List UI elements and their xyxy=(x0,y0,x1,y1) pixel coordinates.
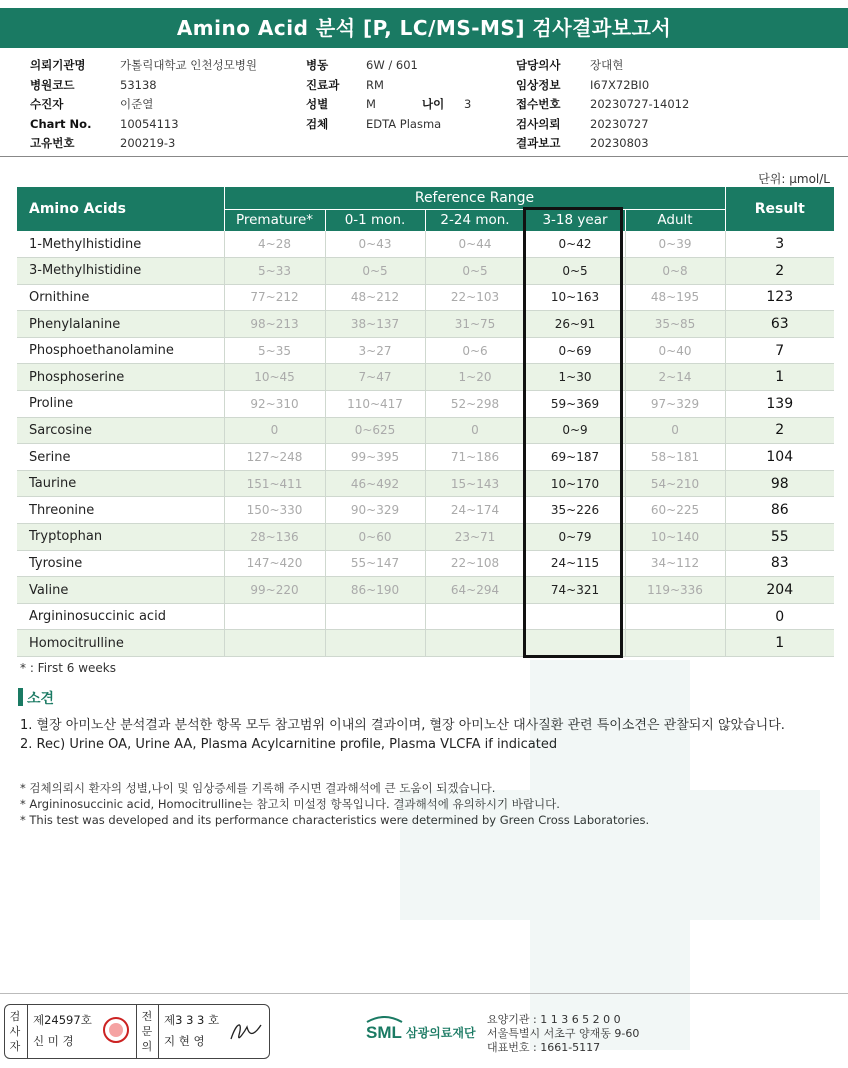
result-cell: 63 xyxy=(725,311,834,338)
header-adult: Adult xyxy=(625,209,725,231)
footnote: * : First 6 weeks xyxy=(20,661,116,675)
reference-range-cell: 34~112 xyxy=(625,550,725,577)
reference-range-cell: 99~395 xyxy=(325,444,425,471)
amino-acid-name: Threonine xyxy=(17,497,224,524)
signature-separator xyxy=(158,1005,159,1058)
reference-range-cell: 90~329 xyxy=(325,497,425,524)
reference-range-cell: 69~187 xyxy=(525,444,625,471)
reference-range-cell xyxy=(625,603,725,630)
sml-logo-text: SML xyxy=(366,1023,402,1042)
unit-label: 단위: µmol/L xyxy=(758,172,830,186)
lab-info-line: 서울특별시 서초구 양재동 9-60 xyxy=(487,1027,640,1040)
info-value: M xyxy=(366,97,376,111)
table-row xyxy=(17,284,834,311)
info-label: 접수번호 xyxy=(516,97,561,111)
info-label: 결과보고 xyxy=(516,136,561,150)
reference-range-cell: 4~28 xyxy=(224,231,325,258)
reference-range-cell: 2~14 xyxy=(625,364,725,391)
amino-acid-name: Ornithine xyxy=(17,284,224,311)
reference-range-cell: 46~492 xyxy=(325,470,425,497)
info-value: 20230727-14012 xyxy=(590,97,690,111)
reference-range-cell: 54~210 xyxy=(625,470,725,497)
info-column-3 xyxy=(516,56,689,154)
reference-range-cell: 58~181 xyxy=(625,444,725,471)
info-label: 병원코드 xyxy=(30,77,75,92)
table-row xyxy=(17,603,834,630)
info-label: Chart No. xyxy=(30,116,92,131)
info-label: 진료과 xyxy=(306,77,340,92)
note-line: * This test was developed and its performance characteristics were determined by Green Cross Laboratories. xyxy=(20,813,650,827)
reference-range-cell: 150~330 xyxy=(224,497,325,524)
reference-range-cell: 0~8 xyxy=(625,258,725,285)
reference-range-cell: 3~27 xyxy=(325,337,425,364)
table-row xyxy=(17,524,834,551)
signature-separator xyxy=(27,1005,28,1058)
reference-range-cell: 0~44 xyxy=(425,231,525,258)
table-row xyxy=(17,417,834,444)
opinion-line: 1. 혈장 아미노산 분석결과 분석한 항목 모두 참고범위 이내의 결과이며, 혈장 아미노산 대사질환 관련 특이소견은 관찰되지 않았습니다. xyxy=(20,718,785,733)
info-label: 임상정보 xyxy=(516,77,561,92)
reference-range-cell xyxy=(425,603,525,630)
table-row xyxy=(17,337,834,364)
info-column-2 xyxy=(306,56,471,134)
sml-logo-icon xyxy=(366,1016,404,1046)
reference-range-cell: 10~45 xyxy=(224,364,325,391)
reference-range-cell xyxy=(425,630,525,657)
reference-range-cell: 0~40 xyxy=(625,337,725,364)
opinion-title: 소견 xyxy=(27,691,55,707)
amino-acid-name: Tryptophan xyxy=(17,524,224,551)
lab-info xyxy=(487,1013,639,1055)
reference-range-cell: 15~143 xyxy=(425,470,525,497)
amino-acid-table xyxy=(17,187,834,657)
signature-scribble-icon xyxy=(227,1017,265,1047)
info-value: 53138 xyxy=(120,77,157,92)
lab-info-line: 대표번호 : 1661-5117 xyxy=(487,1041,601,1054)
reference-range-cell: 147~420 xyxy=(224,550,325,577)
header-0-1-mon: 0-1 mon. xyxy=(325,209,425,231)
result-cell: 104 xyxy=(725,444,834,471)
reference-range-cell: 0 xyxy=(425,417,525,444)
reference-range-cell: 99~220 xyxy=(224,577,325,604)
reference-range-cell: 22~103 xyxy=(425,284,525,311)
info-value: RM xyxy=(366,77,384,92)
lab-info-line: 요양기관 : 1 1 3 6 5 2 0 0 xyxy=(487,1013,621,1026)
tester-name: 신 미 경 xyxy=(33,1034,74,1048)
result-cell: 1 xyxy=(725,630,834,657)
info-value: 10054113 xyxy=(120,116,179,131)
reference-range-cell: 0~69 xyxy=(525,337,625,364)
notes xyxy=(20,780,649,828)
reference-range-cell: 0~43 xyxy=(325,231,425,258)
table-row xyxy=(17,364,834,391)
header-reference-range: Reference Range xyxy=(224,187,725,209)
reference-range-cell: 59~369 xyxy=(525,391,625,418)
reference-range-cell: 1~30 xyxy=(525,364,625,391)
opinion-line: 2. Rec) Urine OA, Urine AA, Plasma Acylcarnitine profile, Plasma VLCFA if indicated xyxy=(20,737,558,752)
reference-range-cell: 48~195 xyxy=(625,284,725,311)
reference-range-cell: 0~42 xyxy=(525,231,625,258)
reference-range-cell xyxy=(525,630,625,657)
reference-range-cell: 0 xyxy=(625,417,725,444)
reference-range-cell: 0~39 xyxy=(625,231,725,258)
reference-range-cell: 77~212 xyxy=(224,284,325,311)
info-value: I67X72BI0 xyxy=(590,77,650,92)
reference-range-cell: 0~79 xyxy=(525,524,625,551)
header-amino-acids: Amino Acids xyxy=(17,187,224,231)
reference-range-cell: 110~417 xyxy=(325,391,425,418)
reference-range-cell: 48~212 xyxy=(325,284,425,311)
info-label: 고유번호 xyxy=(30,136,75,150)
specialist-label: 전문의 xyxy=(141,1010,153,1053)
reference-range-cell: 35~85 xyxy=(625,311,725,338)
reference-range-cell: 0~9 xyxy=(525,417,625,444)
opinion-text xyxy=(20,716,785,754)
reference-range-cell: 26~91 xyxy=(525,311,625,338)
reference-range-cell: 127~248 xyxy=(224,444,325,471)
reference-range-cell: 35~226 xyxy=(525,497,625,524)
result-cell: 0 xyxy=(725,603,834,630)
result-cell: 7 xyxy=(725,337,834,364)
reference-range-cell: 52~298 xyxy=(425,391,525,418)
reference-range-cell: 0 xyxy=(224,417,325,444)
info-value: 장대현 xyxy=(590,58,624,72)
reference-range-cell xyxy=(224,603,325,630)
reference-range-cell: 38~137 xyxy=(325,311,425,338)
report-title: Amino Acid 분석 [P, LC/MS-MS] 검사결과보고서 xyxy=(0,8,848,48)
watermark-cross-icon xyxy=(380,640,840,1060)
info-column-1 xyxy=(30,56,257,154)
table-row xyxy=(17,231,834,258)
table-row xyxy=(17,550,834,577)
reference-range-cell: 74~321 xyxy=(525,577,625,604)
reference-range-cell: 5~35 xyxy=(224,337,325,364)
result-cell: 55 xyxy=(725,524,834,551)
header-2-24-mon: 2-24 mon. xyxy=(425,209,525,231)
table-row xyxy=(17,311,834,338)
reference-range-cell: 24~174 xyxy=(425,497,525,524)
reference-range-cell: 0~625 xyxy=(325,417,425,444)
info-value: 6W / 601 xyxy=(366,58,418,72)
table-row xyxy=(17,391,834,418)
reference-range-cell: 98~213 xyxy=(224,311,325,338)
seal-stamp-icon xyxy=(103,1017,129,1043)
reference-range-cell: 0~5 xyxy=(525,258,625,285)
reference-range-cell: 86~190 xyxy=(325,577,425,604)
result-cell: 83 xyxy=(725,550,834,577)
table-row xyxy=(17,630,834,657)
table-row xyxy=(17,470,834,497)
reference-range-cell: 31~75 xyxy=(425,311,525,338)
reference-range-cell: 71~186 xyxy=(425,444,525,471)
reference-range-cell: 10~163 xyxy=(525,284,625,311)
info-label: 검사의뢰 xyxy=(516,116,561,131)
amino-acid-name: Serine xyxy=(17,444,224,471)
amino-acid-name: Phosphoethanolamine xyxy=(17,337,224,364)
info-value: 20230803 xyxy=(590,136,649,150)
result-cell: 86 xyxy=(725,497,834,524)
result-cell: 3 xyxy=(725,231,834,258)
info-label: 수진자 xyxy=(30,97,64,111)
info-value: 20230727 xyxy=(590,116,649,131)
reference-range-cell: 0~60 xyxy=(325,524,425,551)
amino-acid-name: Phenylalanine xyxy=(17,311,224,338)
amino-acid-name: Taurine xyxy=(17,470,224,497)
tester-label: 검사자 xyxy=(9,1010,21,1053)
amino-acid-name: Proline xyxy=(17,391,224,418)
reference-range-cell: 22~108 xyxy=(425,550,525,577)
reference-range-cell xyxy=(625,630,725,657)
result-cell: 123 xyxy=(725,284,834,311)
specialist-name: 지 현 영 xyxy=(164,1034,205,1048)
reference-range-cell: 0~6 xyxy=(425,337,525,364)
table-row xyxy=(17,444,834,471)
reference-range-cell: 10~140 xyxy=(625,524,725,551)
header-3-18-year: 3-18 year xyxy=(525,209,625,231)
header-result: Result xyxy=(725,187,834,231)
info-label: 병동 xyxy=(306,58,329,72)
reference-range-cell: 60~225 xyxy=(625,497,725,524)
result-cell: 2 xyxy=(725,258,834,285)
amino-acid-name: Argininosuccinic acid xyxy=(17,603,224,630)
info-label: 검체 xyxy=(306,116,329,131)
reference-range-cell: 97~329 xyxy=(625,391,725,418)
reference-range-cell: 1~20 xyxy=(425,364,525,391)
amino-acid-name: 3-Methylhistidine xyxy=(17,258,224,285)
footer-divider xyxy=(0,993,848,994)
patient-info xyxy=(30,56,830,152)
info-label: 의뢰기관명 xyxy=(30,58,86,72)
info-value: 200219-3 xyxy=(120,136,176,150)
reference-range-cell: 28~136 xyxy=(224,524,325,551)
result-cell: 204 xyxy=(725,577,834,604)
reference-range-cell xyxy=(525,603,625,630)
reference-range-cell: 5~33 xyxy=(224,258,325,285)
result-cell: 2 xyxy=(725,417,834,444)
reference-range-cell xyxy=(325,603,425,630)
reference-range-cell: 23~71 xyxy=(425,524,525,551)
amino-acid-name: Valine xyxy=(17,577,224,604)
reference-range-cell: 55~147 xyxy=(325,550,425,577)
result-cell: 139 xyxy=(725,391,834,418)
reference-range-cell: 24~115 xyxy=(525,550,625,577)
table-row xyxy=(17,577,834,604)
lab-name: 삼광의료재단 xyxy=(406,1026,476,1040)
signature-box xyxy=(4,1004,270,1059)
amino-acid-name: Tyrosine xyxy=(17,550,224,577)
specialist-license: 제3 3 3 호 xyxy=(164,1013,220,1027)
amino-acid-name: 1-Methylhistidine xyxy=(17,231,224,258)
reference-range-cell: 64~294 xyxy=(425,577,525,604)
info-value: 가톨릭대학교 인천성모병원 xyxy=(120,58,257,72)
age-value: 3 xyxy=(464,97,472,111)
reference-range-cell: 10~170 xyxy=(525,470,625,497)
info-value: 이준열 xyxy=(120,97,154,111)
opinion-heading xyxy=(18,688,54,708)
reference-range-cell: 92~310 xyxy=(224,391,325,418)
reference-range-cell: 0~5 xyxy=(425,258,525,285)
amino-acid-name: Phosphoserine xyxy=(17,364,224,391)
reference-range-cell: 151~411 xyxy=(224,470,325,497)
tester-license: 제24597호 xyxy=(33,1013,92,1027)
amino-acid-name: Homocitrulline xyxy=(17,630,224,657)
reference-range-cell: 119~336 xyxy=(625,577,725,604)
table-row xyxy=(17,497,834,524)
info-label: 성별 xyxy=(306,97,329,111)
table-row xyxy=(17,258,834,285)
reference-range-cell: 7~47 xyxy=(325,364,425,391)
heading-bar xyxy=(18,688,23,706)
info-divider xyxy=(0,156,848,157)
reference-range-cell: 0~5 xyxy=(325,258,425,285)
age-label: 나이 xyxy=(422,97,445,111)
header-premature: Premature* xyxy=(224,209,325,231)
info-value: EDTA Plasma xyxy=(366,116,442,131)
signature-separator xyxy=(136,1005,137,1058)
reference-range-cell xyxy=(325,630,425,657)
note-line: * Argininosuccinic acid, Homocitrulline는 참고치 미설정 항목입니다. 결과해석에 유의하시기 바랍니다. xyxy=(20,797,560,811)
note-line: * 검체의뢰시 환자의 성별,나이 및 임상증세를 기록해 주시면 결과해석에 큰 도움이 되겠습니다. xyxy=(20,781,496,795)
amino-acid-name: Sarcosine xyxy=(17,417,224,444)
result-cell: 98 xyxy=(725,470,834,497)
result-cell: 1 xyxy=(725,364,834,391)
reference-range-cell xyxy=(224,630,325,657)
info-label: 담당의사 xyxy=(516,58,561,72)
